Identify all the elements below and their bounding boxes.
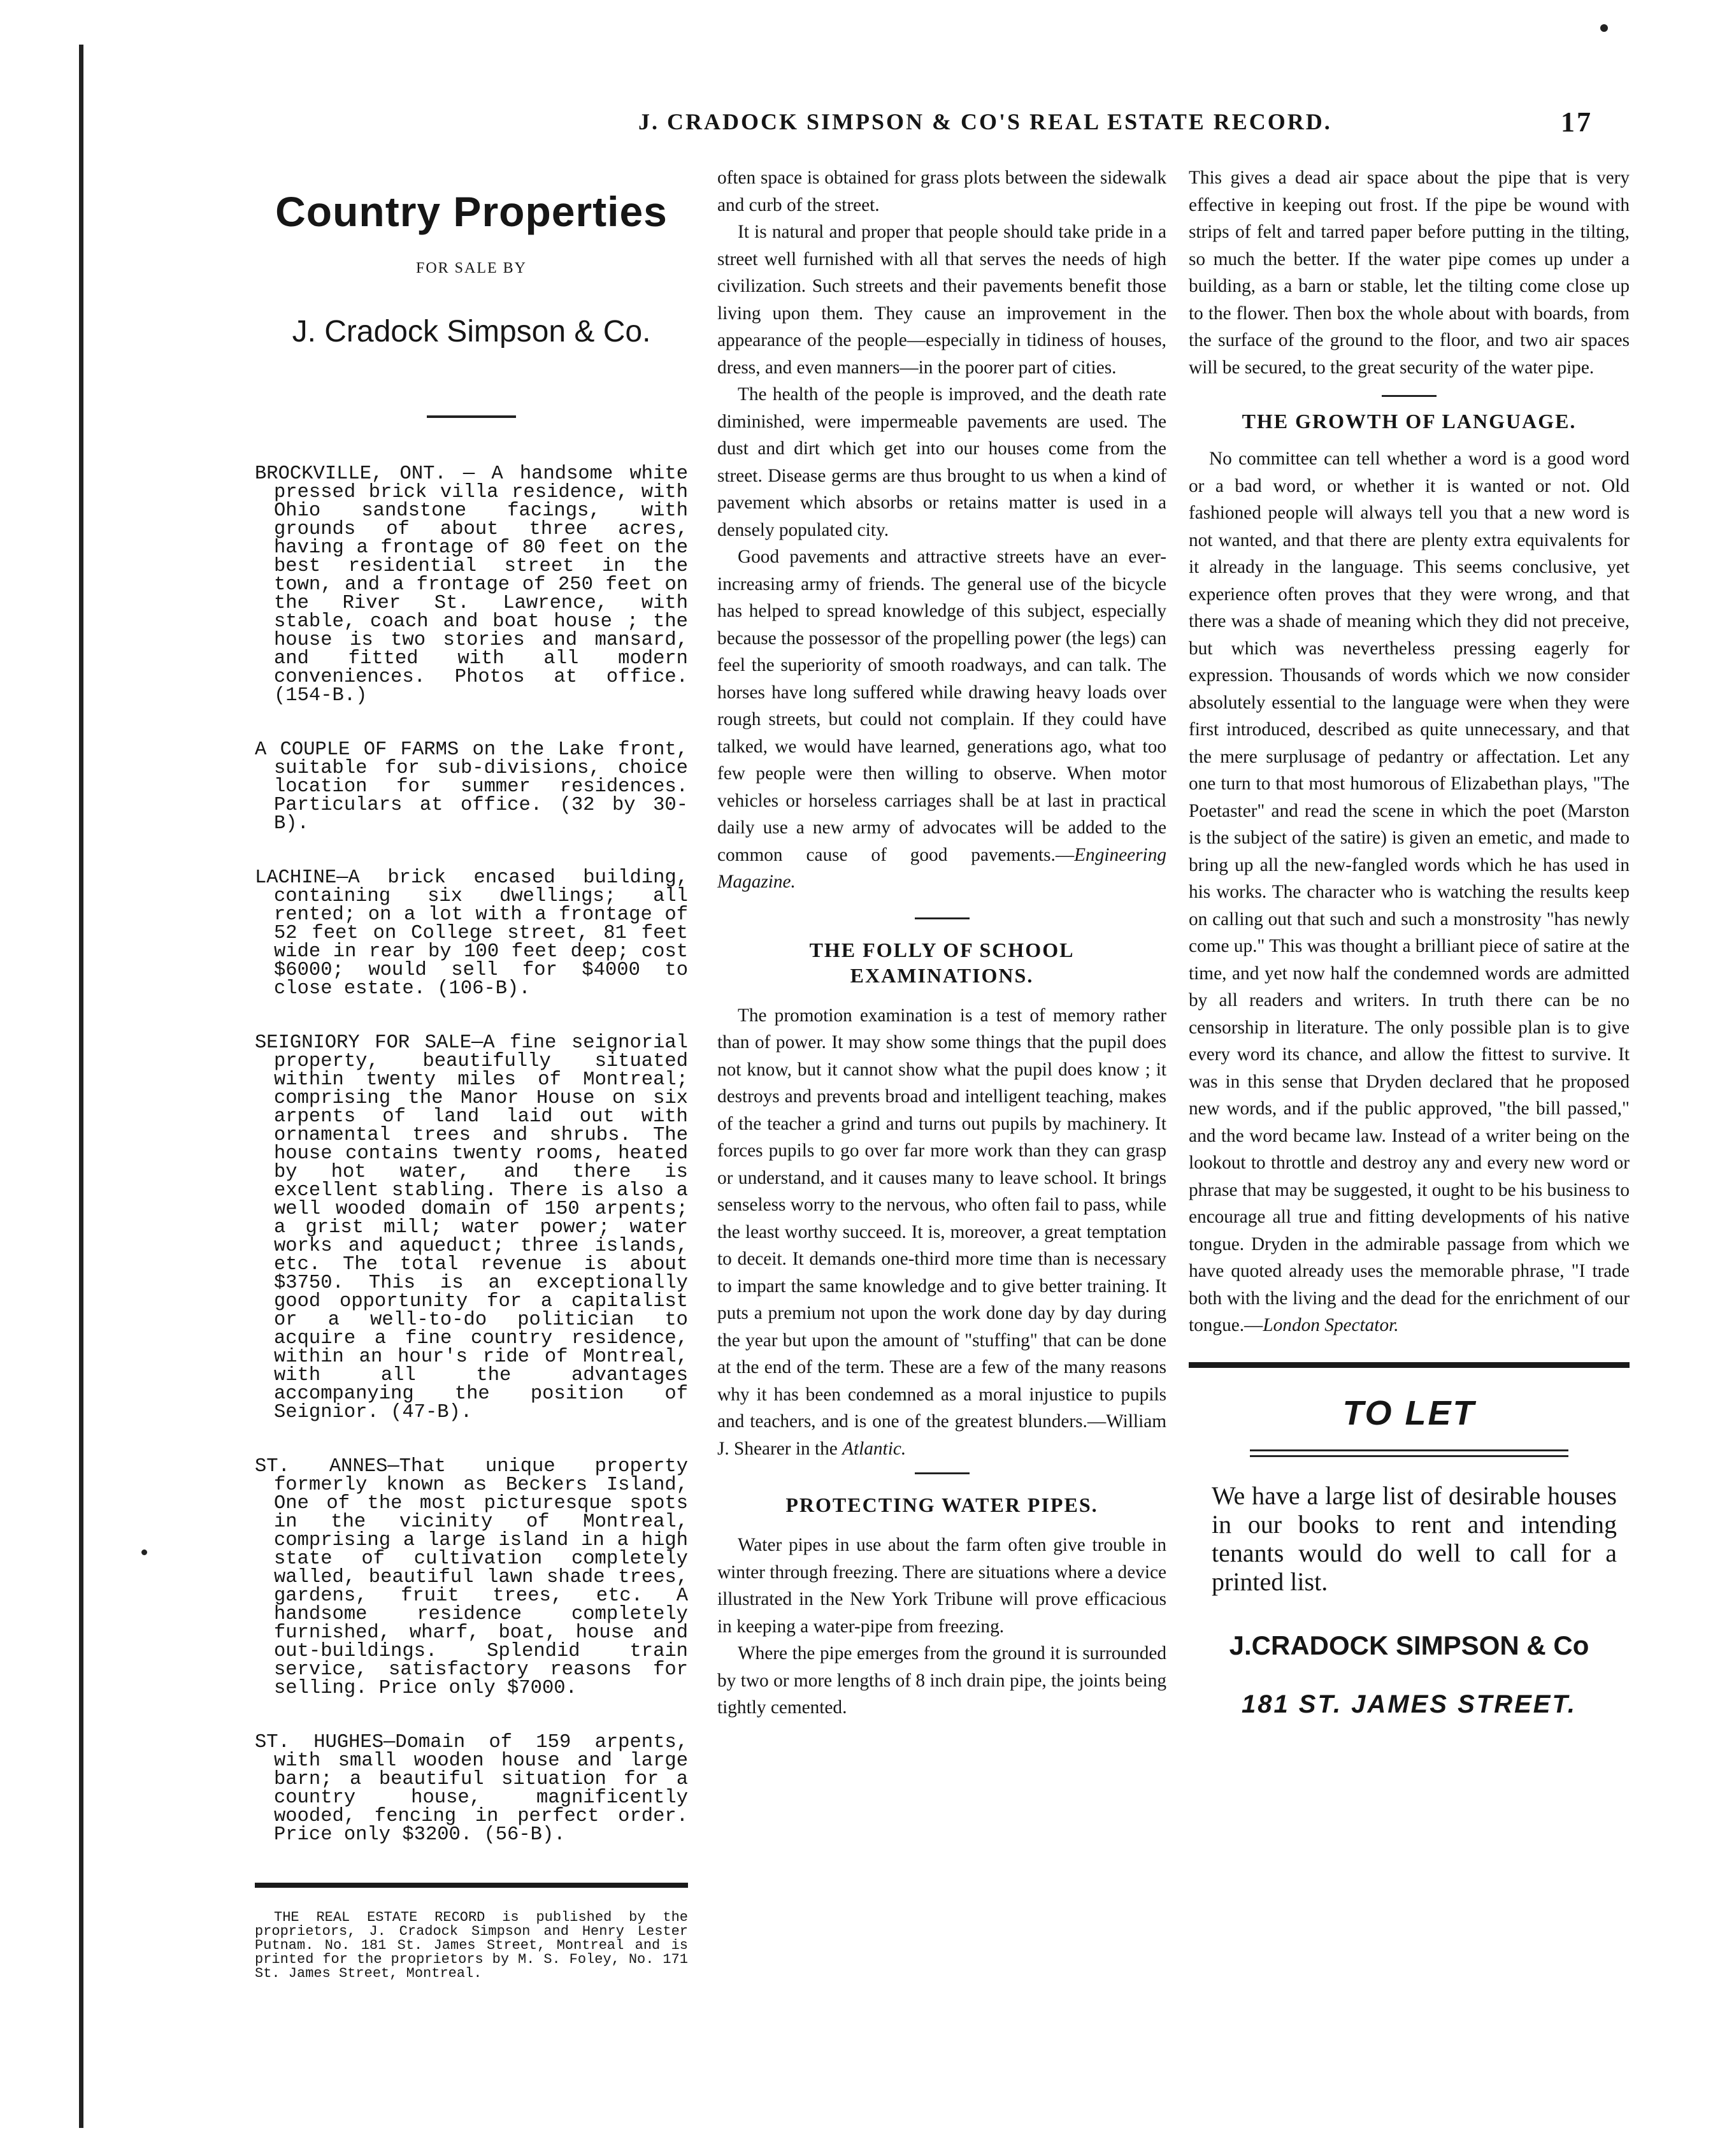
article-heading: PROTECTING WATER PIPES. xyxy=(785,1493,1098,1516)
divider xyxy=(915,917,970,919)
listing-brockville: BROCKVILLE, ONT. — A handsome white pressed brick villa residence, with Ohio sandstone facings, with grounds of about three acres, having a frontage of 80 feet on the best residential street in the town, and a frontage of 250 feet on the River St. Lawrence, with stable, coach and boat house ; the house is two stories and mansard, and fitted with all modern conveniences. Photos at office. (154-B.) xyxy=(255,463,688,707)
to-let-ad xyxy=(1189,1393,1630,1719)
listing-seigniory: SEIGNIORY FOR SALE—A fine seignorial property, beautifully situated within twenty miles of Montreal; comprising the Manor House on six arpents of land laid out with ornamental trees and shrubs. The house contains twenty rooms, heated by hot water, and there is excellent stabling. There is also a well wooded domain of 150 arpents; a grist mill; water power; water works and aqueduct; three islands, etc. The total revenue is about $3750. This is an exceptionally good opportunity for a capitalist or a well-to-do politician to acquire a fine country residence, within an hour's ride of Montreal, with all the advantages accompanying the position of Seignior. (47-B). xyxy=(255,1032,688,1423)
to-let-firm: J.CRADOCK SIMPSON & Co xyxy=(1229,1630,1589,1660)
binding-edge xyxy=(79,45,83,2128)
page-number: 17 xyxy=(1561,106,1593,138)
running-title: J. CRADOCK SIMPSON & CO'S REAL ESTATE RECORD. xyxy=(638,109,1332,134)
article-paragraph xyxy=(717,1002,1166,1463)
article-paragraph: often space is obtained for grass plots between the sidewalk and curb of the street. xyxy=(717,168,1166,215)
to-let-text: We have a large list of desirable houses in our books to rent and intending tenants would do well to call for a printed list. xyxy=(1212,1481,1617,1596)
article-paragraph xyxy=(717,543,1166,896)
divider xyxy=(1189,1362,1630,1368)
article-paragraph: It is natural and proper that people should take pride in a street well furnished with all that serves the needs of high civilization. Such streets and their pavements benefit those living upon them. They cause an improvement in the appearance of the people—especially in tidiness of houses, dress, and even manners—in the poorer part of cities. xyxy=(717,222,1166,378)
divider xyxy=(1250,1449,1568,1457)
article-attribution: Engineering Magazine. xyxy=(717,844,1166,892)
article-text: The promotion examination is a test of memory rather than of power. It may show some things that the pupil does not know, but it cannot show what the pupil does know ; it destroys and prevents broad and intelligent teaching, makes of the teacher a grind and turns out pupils by machinery. It forces pupils to go over far more work than they can grasp or understand, and it causes many to leave school. It brings senseless worry to the nervous, who often fail to pass, while the least worthy succeed. It is, moreover, a great temptation to deceit. It demands one-third more time than is necessary to impart the same knowledge and to give better training. It puts a premium not upon the work done day by day during the year but upon the amount of "stuffing" that can be done at the end of the term. These are a few of the many reasons why it has been condemned as a moral injustice to pupils and teachers, and is one of the greatest blunders.—William J. Shearer in the xyxy=(717,1005,1166,1459)
column-middle xyxy=(717,164,1166,1721)
specks xyxy=(1600,24,1608,32)
divider xyxy=(255,1883,688,1888)
listing-st-hughes: ST. HUGHES—Domain of 159 arpents, with small wooden house and large barn; a beautiful situation for a country house, magnificently wooded, fencing in perfect order. Price only $3200. (56-B). xyxy=(255,1732,688,1846)
article-heading: THE GROWTH OF LANGUAGE. xyxy=(1242,410,1577,433)
article-heading: THE FOLLY OF SCHOOL EXAMINATIONS. xyxy=(809,938,1075,987)
article-text: Good pavements and attractive streets have an ever-increasing army of friends. The general use of the bicycle has helped to spread knowledge of this subject, especially because the possessor of the propelling power (the legs) can feel the superiority of smooth roadways, and can talk. The horses have long suffered while drawing heavy loads over rough streets, but could not complain. If they could have talked, we would have learned, generations ago, what too few people were then willing to observe. When motor vehicles or horseless carriages shall be at last in practical daily use a new army of advocates will be added to the common cause of good pavements.— xyxy=(717,547,1166,865)
article-attribution: London Spectator. xyxy=(1263,1315,1399,1335)
running-head xyxy=(612,106,1593,144)
specks xyxy=(141,1549,147,1555)
article-paragraph xyxy=(1189,445,1630,1339)
ad-title: Country Properties xyxy=(275,188,668,235)
article-paragraph: Where the pipe emerges from the ground it is surrounded by two or more lengths of 8 inch drain pipe, the joints being tightly cemented. xyxy=(717,1643,1166,1718)
divider xyxy=(915,1472,970,1474)
column-right xyxy=(1189,164,1630,1719)
article-paragraph: Water pipes in use about the farm often give trouble in winter through freezing. There are situations where a device illustrated in the New York Tribune will prove efficacious in keeping a water-pipe from freezing. xyxy=(717,1535,1166,1637)
listing-lachine: LACHINE—A brick encased building, containing six dwellings; all rented; on a lot with a frontage of 52 feet on College street, 81 feet wide in rear by 100 feet deep; cost $6000; would sell for $4000 to close estate. (106-B). xyxy=(255,867,688,1000)
colophon: THE REAL ESTATE RECORD is published by the proprietors, J. Cradock Simpson and Henry Lester Putnam. No. 181 St. James Street, Montreal and is printed for the proprietors by M. S. Foley, No. 171 St. James Street, Montreal. xyxy=(255,1909,688,1981)
ad-firm-name: J. Cradock Simpson & Co. xyxy=(292,315,651,349)
article-text: No committee can tell whether a word is a good word or a bad word, or whether it is wanted or not. Old fashioned people will always tell you that a new word is not wanted, and that there are plenty extra equivalents for it already in the language. This seems conclusive, yet experience often proves that they were wrong, and that there was a shade of meaning which they did not preceive, but which was nevertheless pressing eagerly for expression. Thousands of words which we now consider absolutely essential to the language were when they were first introduced, described as quite unnecessary, and that the mere surplusage of pedantry or affectation. Let any one turn to that most humorous of Elizabethan plays, "The Poetaster" and read the scene in which the poet (Marston is the subject of the satire) is given an emetic, and made to bring up all the new-fangled words which he has used in his works. The character who is watching the results keep on calling out that such and such a monstrosity "has newly come up." This was thought a brilliant piece of satire at the time, and yet now half the condemned words are admitted by all readers and writers. In truth there can be no censorship in literature. The only possible plan is to give every word its chance, and allow the fittest to survive. It was in this sense that Dryden declared that he proposed new words, and if the public approved, "the bill passed," and the word became law. Instead of a writer being on the lookout to throttle and destroy any and every new word or phrase that may be suggested, it ought to be his business to encourage all true and fitting developments of his native tongue. Dryden in the admirable passage from which we have quoted already uses the memorable phrase, "I trade both with the living and the dead for the enrichment of our tongue.— xyxy=(1189,449,1630,1335)
article-attribution: Atlantic. xyxy=(842,1438,907,1459)
ad-for-sale-by: FOR SALE BY xyxy=(415,260,527,277)
column-country-properties xyxy=(255,164,688,1995)
to-let-title: TO LET xyxy=(1342,1393,1476,1432)
divider xyxy=(427,415,516,418)
listing-st-annes: ST. ANNES—That unique property formerly known as Beckers Island, One of the most picturesque spots in the vicinity of Montreal, comprising a large island in a high state of cultivation completely walled, beautiful lawn shade trees, gardens, fruit trees, etc. A handsome residence completely furnished, wharf, boat, house and out-buildings. Splendid train service, satisfactory reasons for selling. Price only $7000. xyxy=(255,1456,688,1699)
to-let-address: 181 ST. JAMES STREET. xyxy=(1241,1690,1577,1718)
article-paragraph: This gives a dead air space about the pipe that is very effective in keeping out frost. If the pipe be wound with strips of felt and tarred paper before putting in the tilting, so much the better. If the water pipe comes up under a building, as a barn or stable, let the tilting come close up to the flower. Then box the whole about with boards, from the surface of the ground to the floor, and two air spaces will be secured, to the great security of the water pipe. xyxy=(1189,168,1630,378)
article-paragraph: The health of the people is improved, and the death rate diminished, were impermeable pavements are used. The dust and dirt which get into our houses come from the street. Disease germs are thus brought to us when a kind of pavement which absorbs or retains matter is used in a densely populated city. xyxy=(717,384,1166,540)
property-listings xyxy=(255,465,688,1844)
listing-farms: A COUPLE OF FARMS on the Lake front, suitable for sub-divisions, choice location for summer residences. Particulars at office. (32 by 30-B). xyxy=(255,739,688,835)
divider xyxy=(1382,395,1437,397)
